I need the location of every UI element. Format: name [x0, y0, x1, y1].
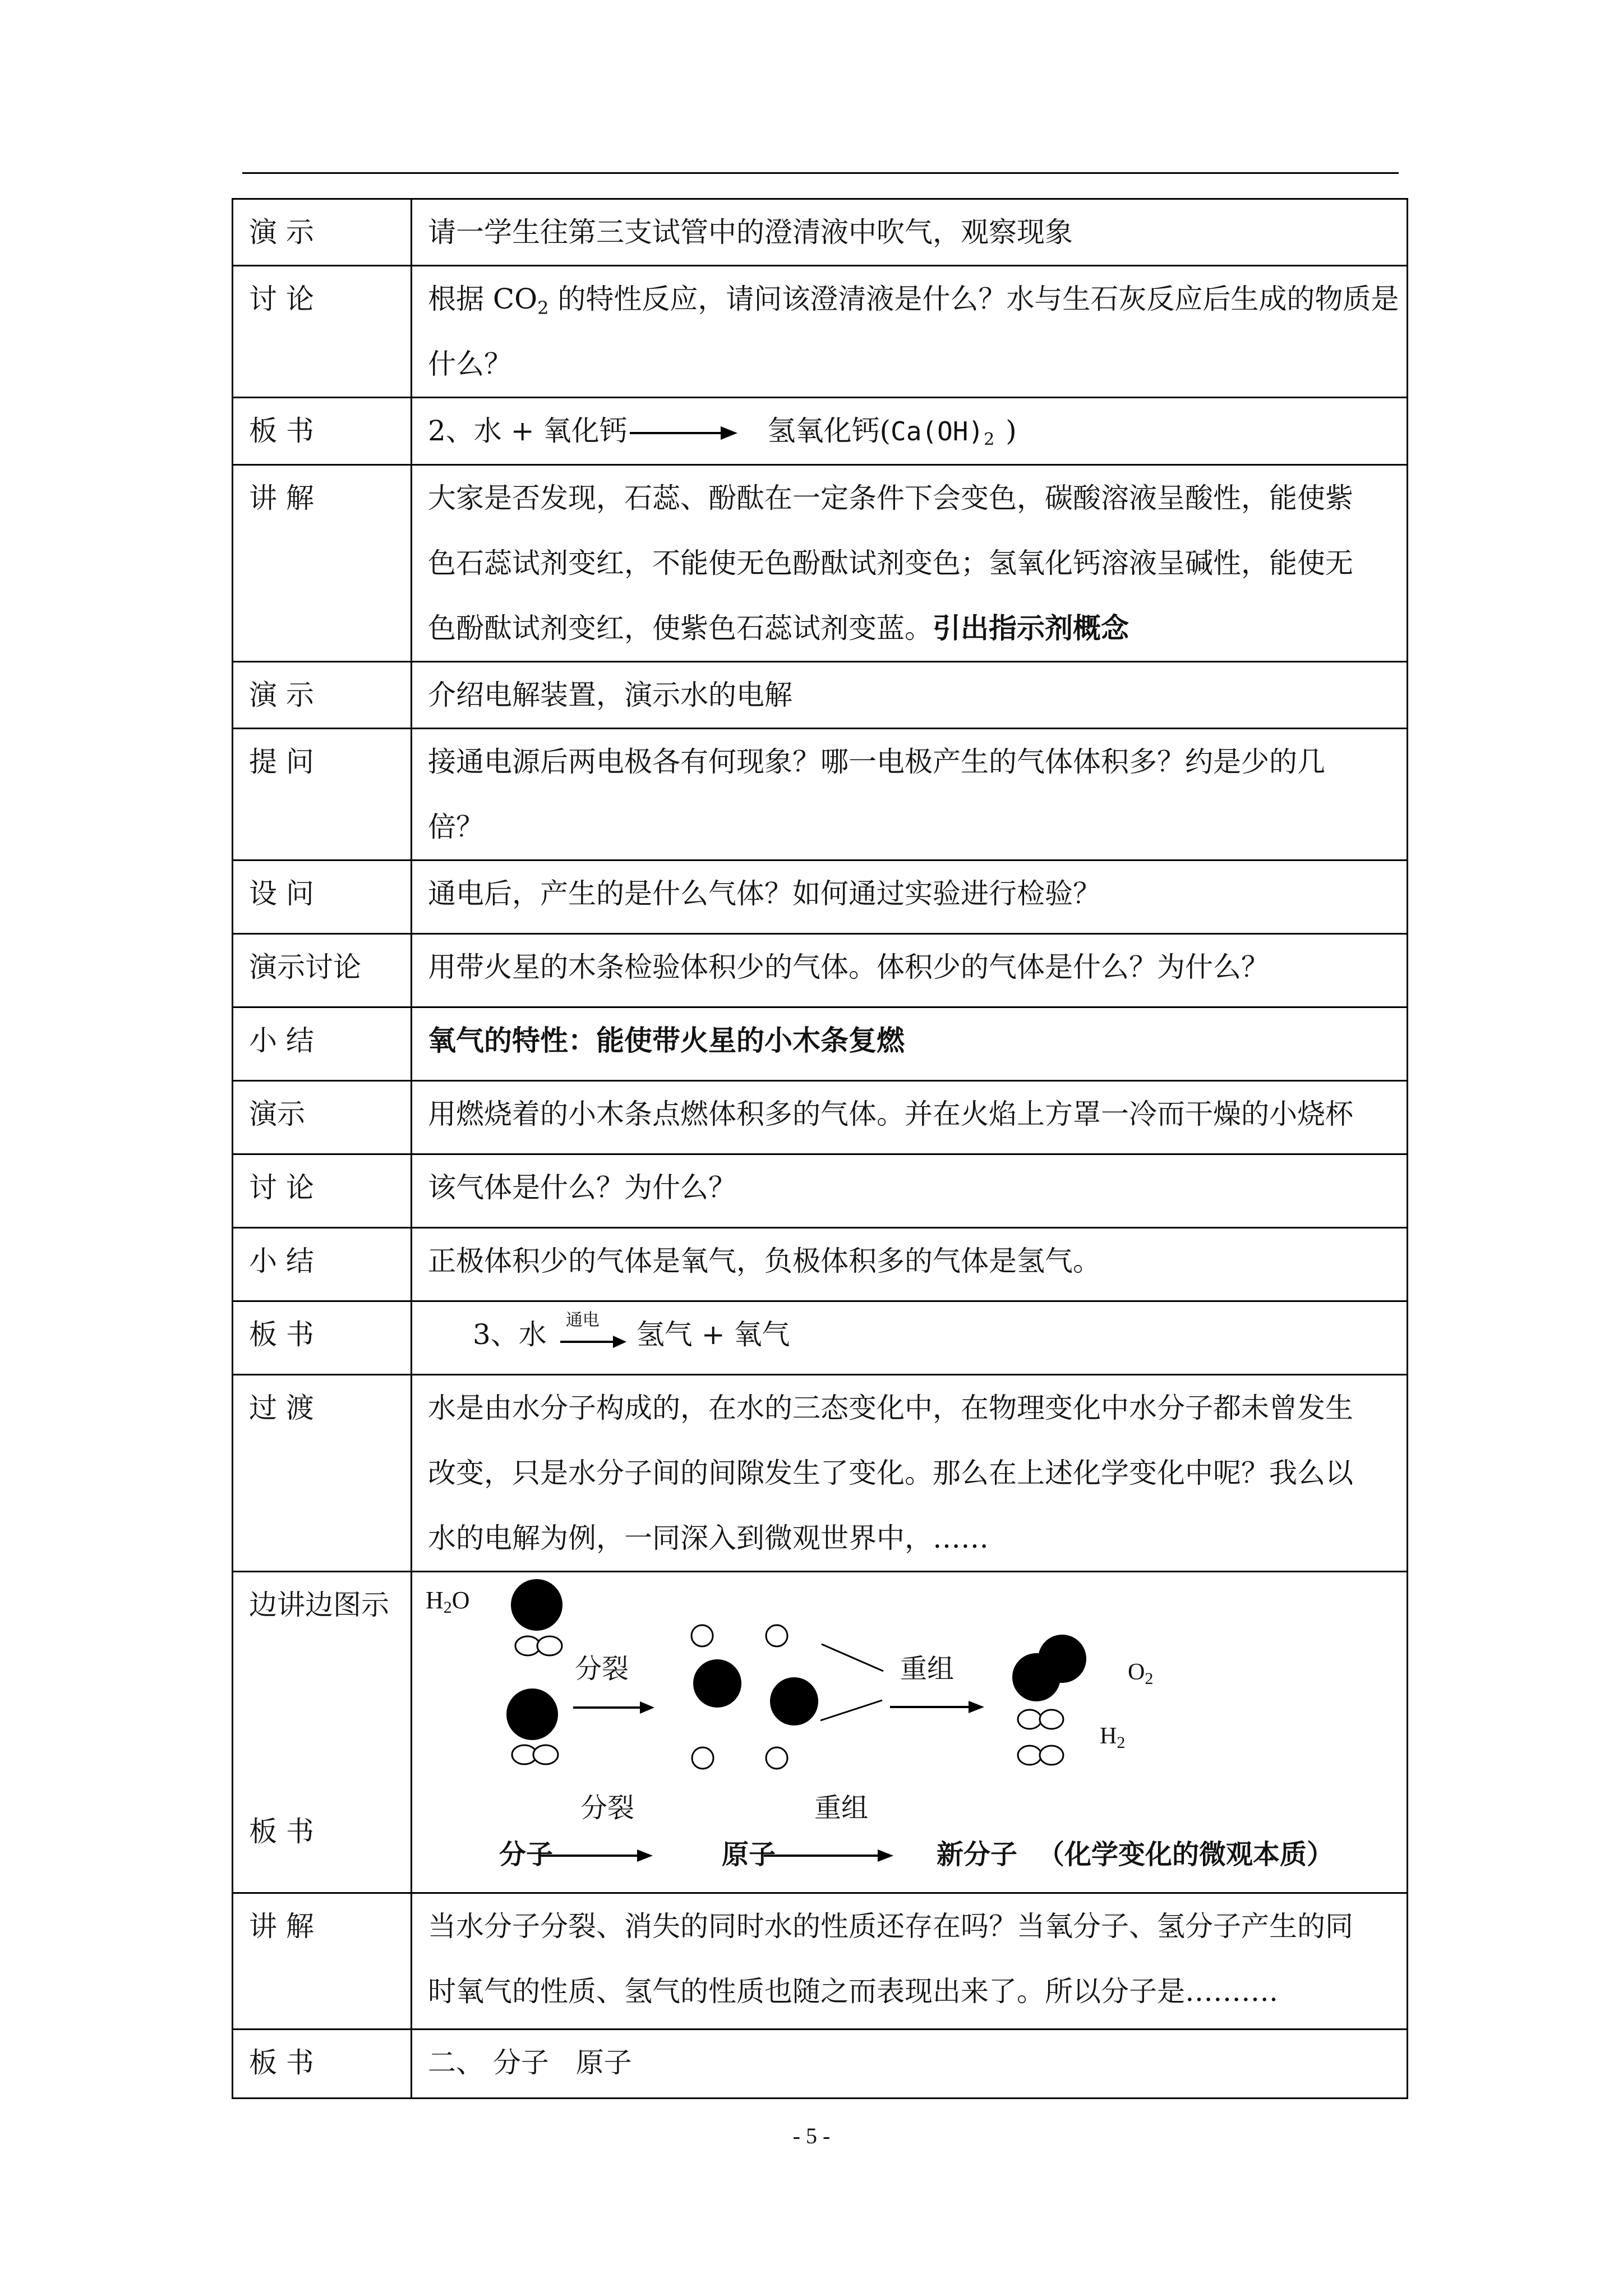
row-label: 讨 论 [233, 1154, 412, 1228]
o2-label: O2 [1128, 1659, 1154, 1688]
content-line: 时氧气的性质、氢气的性质也随之而表现出来了。所以分子是………. [428, 1975, 1278, 2008]
flow-note: （化学变化的微观本质） [1038, 1839, 1334, 1870]
flow-recombine-label: 重组 [814, 1792, 869, 1824]
lesson-plan-table [232, 198, 1408, 2099]
content-line: 倍？ [428, 811, 484, 843]
hydrogen-atom [515, 1636, 540, 1655]
table-row [233, 1228, 1408, 1301]
row-label: 板 书 [233, 2030, 412, 2099]
electrolysis-diagram [412, 1572, 1407, 1892]
reaction-arrow-icon [628, 422, 740, 444]
table-row [233, 1893, 1408, 2030]
equation-right: 氢氧化钙( [767, 415, 891, 447]
h2-label: H2 [1100, 1723, 1126, 1752]
split-label: 分裂 [575, 1653, 629, 1685]
table-row [233, 1572, 1408, 1893]
hydrogen-atom [1040, 1746, 1063, 1765]
row-content [412, 1301, 1408, 1375]
content-line: 请一学生往第三支试管中的澄清液中吹气，观察现象 [428, 216, 1073, 249]
row-label: 板 书 [233, 398, 412, 465]
hydrogen-atom [1018, 1710, 1041, 1729]
table-row [233, 861, 1408, 934]
hydrogen-atom [1018, 1746, 1041, 1765]
hydrogen-atom [692, 1747, 713, 1769]
table-row [233, 1375, 1408, 1572]
row-content: 二、 分子 原子 [412, 2030, 1408, 2099]
row-content: 氧气的特性：能使带火星的小木条复燃 [412, 1007, 1408, 1081]
table-row [233, 662, 1408, 729]
hydrogen-atom [691, 1625, 713, 1646]
row-content: 该气体是什么？为什么？ [412, 1154, 1408, 1228]
row-label: 设 问 [233, 861, 412, 934]
table-row [233, 199, 1408, 266]
oxygen-atom [770, 1677, 818, 1726]
content-line: 色酚酞试剂变红，使紫色石蕊试剂变蓝。引出指示剂概念 [428, 611, 1129, 645]
table-row [233, 266, 1408, 398]
row-label: 讨 论 [233, 266, 412, 398]
row-content [412, 1572, 1408, 1893]
hydrogen-atom [766, 1625, 787, 1646]
content-line: 接通电源后两电极各有何现象？哪一电极产生的气体体积多？约是少的几 [428, 746, 1325, 778]
row-content: 用燃烧着的小木条点燃体积多的气体。并在火焰上方罩一冷而干燥的小烧杯 [412, 1081, 1408, 1154]
row-content [412, 465, 1408, 662]
flow-new-molecule: 新分子 [937, 1839, 1018, 1870]
recombine-label: 重组 [900, 1653, 955, 1685]
table-row [233, 398, 1408, 465]
row-content [412, 199, 1408, 266]
content-line: 色石蕊试剂变红，不能使无色酚酞试剂变色；氢氧化钙溶液呈碱性，能使无 [428, 547, 1353, 579]
flow-atom: 原子 [722, 1839, 776, 1870]
content-line: 什么？ [428, 348, 512, 380]
table-row [233, 1301, 1408, 1375]
equation-left: 2、水 + 氧化钙 [428, 415, 628, 447]
row-label: 演示 [233, 1081, 412, 1154]
table-row [233, 1007, 1408, 1081]
content-line: 改变，只是水分子间的间隙发生了变化。那么在上述化学变化中呢？我么以 [428, 1457, 1353, 1489]
electrolysis-arrow [560, 1310, 628, 1354]
row-label-primary: 边讲边图示 [249, 1589, 389, 1621]
hydrogen-atom [537, 1636, 562, 1655]
arrowhead-icon [640, 1701, 654, 1714]
row-content [412, 729, 1408, 861]
arrowhead-icon [878, 1849, 893, 1862]
row-content [412, 1375, 1408, 1572]
row-content: 用带火星的木条检验体积少的气体。体积少的气体是什么？为什么？ [412, 934, 1408, 1007]
equation-left: 3、水 [473, 1318, 547, 1351]
content-line: 根据 $CO_2$ 的特性反应，请问该澄清液是什么？水与生石灰反应后生成的物质是 [428, 283, 1399, 319]
equation-right: 氢气 + 氧气 [636, 1318, 790, 1351]
table-row [233, 1081, 1408, 1154]
recombine-line [820, 1700, 882, 1720]
condition-label: 通电 [565, 1310, 600, 1330]
row-content [412, 1893, 1408, 2030]
content-line: 大家是否发现，石蕊、酚酞在一定条件下会变色，碳酸溶液呈酸性，能使紫 [428, 482, 1353, 514]
hydrogen-atom [533, 1745, 558, 1764]
flow-split-label: 分裂 [580, 1792, 635, 1824]
formula: Ca(OH) [891, 416, 984, 447]
page-number: - 5 - [792, 2123, 831, 2148]
row-content: 介绍电解装置，演示水的电解 [412, 662, 1408, 729]
row-label-secondary: 板 书 [249, 1815, 314, 1848]
flow-molecule: 分子 [499, 1839, 554, 1870]
table-row [233, 729, 1408, 861]
recombine-line [822, 1644, 883, 1671]
reaction-arrow-icon [560, 1333, 628, 1350]
row-label: 提 问 [233, 729, 412, 861]
header-rule [242, 172, 1399, 174]
row-label: 小 结 [233, 1007, 412, 1081]
row-label: 过 渡 [233, 1375, 412, 1572]
row-label: 讲 解 [233, 1893, 412, 2030]
row-content [412, 266, 1408, 398]
row-label: 演 示 [233, 199, 412, 266]
table-row [233, 465, 1408, 662]
oxygen-atom [511, 1579, 562, 1631]
content-line: 水是由水分子构成的，在水的三态变化中，在物理变化中水分子都未曾发生 [428, 1392, 1353, 1424]
row-content: 正极体积少的气体是氧气，负极体积多的气体是氢气。 [412, 1228, 1408, 1301]
table-row [233, 1154, 1408, 1228]
content-line: 当水分子分裂、消失的同时水的性质还存在吗？当氧分子、氢分子产生的同 [428, 1910, 1353, 1943]
row-label: 演 示 [233, 662, 412, 729]
row-label: 演示讨论 [233, 934, 412, 1007]
h2o-label: H2O [426, 1586, 470, 1617]
arrowhead-icon [637, 1849, 653, 1862]
table-row [233, 934, 1408, 1007]
oxygen-atom [1038, 1635, 1086, 1683]
row-label: 板 书 [233, 1301, 412, 1375]
hydrogen-atom [766, 1747, 787, 1769]
row-content: 通电后，产生的是什么气体？如何通过实验进行检验？ [412, 861, 1408, 934]
hydrogen-atom [1040, 1710, 1063, 1729]
arrowhead-icon [969, 1701, 984, 1713]
row-label: 讲 解 [233, 465, 412, 662]
oxygen-atom [693, 1659, 741, 1708]
row-content: 2、水 + 氧化钙 氢氧化钙(Ca(OH)2 ) [412, 398, 1408, 465]
indicator-concept: 引出指示剂概念 [933, 611, 1129, 645]
content-line: 水的电解为例，一同深入到微观世界中，…… [428, 1522, 989, 1554]
row-label: 小 结 [233, 1228, 412, 1301]
table-row [233, 2030, 1408, 2099]
oxygen-atom [506, 1688, 558, 1740]
row-label [233, 1572, 412, 1893]
